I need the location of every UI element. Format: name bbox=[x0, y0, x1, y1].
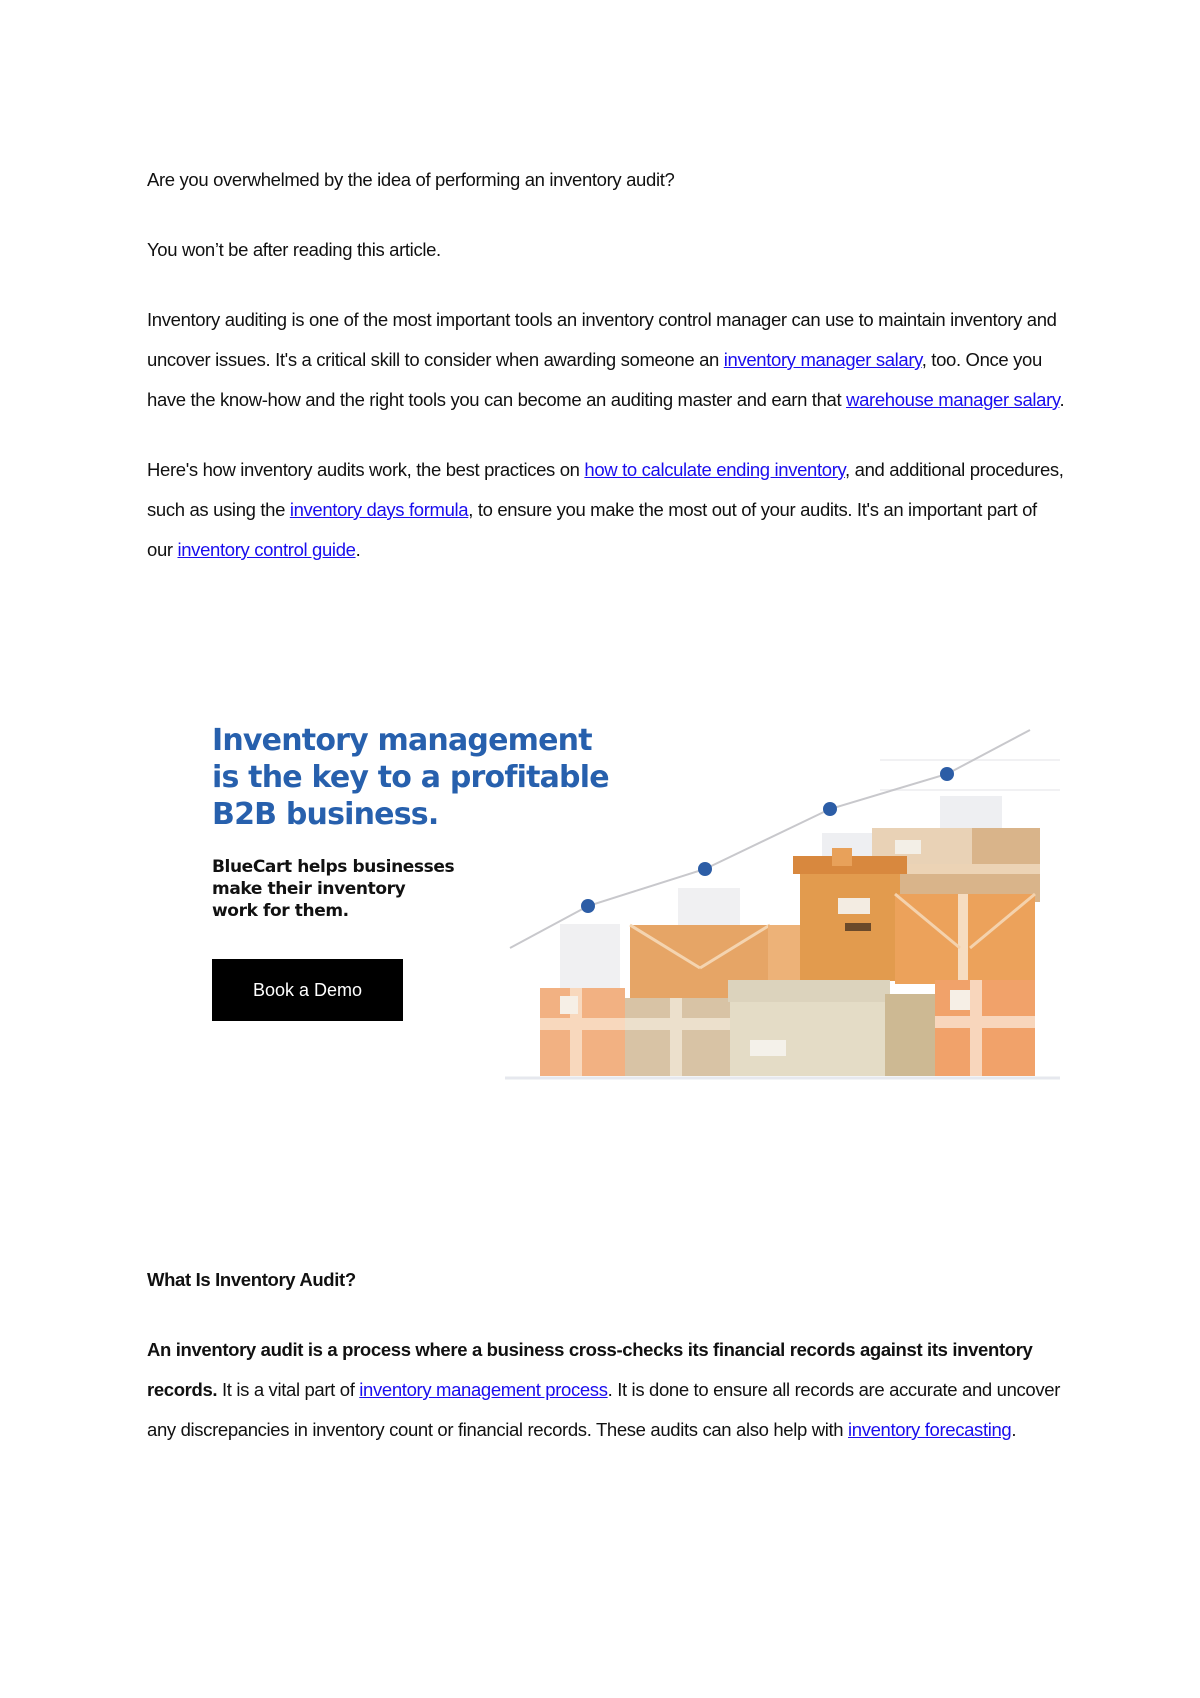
bold-lead: An inventory audit is a process where a business cross-checks its financial records against its inventory records. bbox=[147, 1339, 1033, 1400]
box-tape bbox=[540, 1018, 625, 1030]
text-run: . bbox=[1011, 1419, 1017, 1440]
link-inventory-forecasting[interactable]: inventory forecasting bbox=[848, 1419, 1012, 1440]
link-inventory-control-guide[interactable]: inventory control guide bbox=[177, 539, 356, 560]
banner-title-line: is the key to a profitable bbox=[212, 760, 609, 795]
box-tape bbox=[670, 998, 682, 1076]
banner-title-line: Inventory management bbox=[212, 723, 592, 758]
text-run: , to ensure you make the most out of your audits. It's an important part of our bbox=[147, 499, 1037, 560]
article-intro bbox=[147, 160, 1067, 570]
box-label bbox=[750, 1040, 786, 1056]
link-inventory-days-formula[interactable]: inventory days formula bbox=[289, 499, 469, 520]
box bbox=[540, 988, 625, 1076]
text-run: , too. Once you have the know-how and the right tools you can become an auditing master and earn that bbox=[147, 349, 1042, 410]
section-paragraph bbox=[147, 1330, 1067, 1450]
box bbox=[730, 1002, 885, 1076]
section-heading: What Is Inventory Audit? bbox=[147, 1269, 356, 1290]
intro-paragraph-4 bbox=[147, 450, 1067, 570]
banner-title-line: B2B business. bbox=[212, 797, 439, 832]
text-run: Here's how inventory audits work, the best practices on bbox=[147, 459, 585, 480]
banner-subtitle-line: work for them. bbox=[212, 901, 349, 921]
text-run: Inventory auditing is one of the most important tools an inventory control manager can use to maintain inventory and uncover issues. It's a critical skill to consider when awarding someone an bbox=[147, 309, 1057, 370]
banner-subtitle-line: BlueCart helps businesses bbox=[212, 857, 455, 877]
bluecart-banner[interactable] bbox=[200, 718, 1060, 1088]
banner-subtitle bbox=[212, 856, 512, 922]
box-label bbox=[838, 898, 870, 914]
barcode bbox=[845, 923, 871, 931]
text-run: It is a vital part of bbox=[217, 1379, 360, 1400]
link-calculate-ending-inventory[interactable]: how to calculate ending inventory bbox=[584, 459, 846, 480]
box-tape bbox=[958, 894, 968, 984]
boxes-growth-illustration bbox=[500, 718, 1060, 1088]
intro-paragraph-1: Are you overwhelmed by the idea of performing an inventory audit? bbox=[147, 169, 675, 190]
box-tape bbox=[970, 980, 982, 1076]
box bbox=[885, 994, 935, 1076]
text-run: . bbox=[1059, 389, 1065, 410]
text-run: . bbox=[355, 539, 361, 560]
text-run: , and additional procedures, such as using the bbox=[147, 459, 1064, 520]
section-inventory-audit bbox=[147, 1260, 1067, 1450]
box-tape bbox=[935, 1016, 1035, 1028]
text-run: . It is done to ensure all records are accurate and uncover any discrepancies in inventory count or financial records. These audits can also help with bbox=[147, 1379, 1061, 1440]
box-label bbox=[560, 996, 578, 1014]
box-flap bbox=[832, 848, 852, 866]
intro-paragraph-2: You won’t be after reading this article. bbox=[147, 239, 441, 260]
box-label bbox=[950, 990, 970, 1010]
link-inventory-management-process[interactable]: inventory management process bbox=[359, 1379, 608, 1400]
banner-subtitle-line: make their inventory bbox=[212, 879, 406, 899]
book-demo-button[interactable]: Book a Demo bbox=[212, 959, 403, 1021]
link-warehouse-manager-salary[interactable]: warehouse manager salary bbox=[846, 389, 1060, 410]
intro-paragraph-3 bbox=[147, 300, 1067, 420]
box-label bbox=[895, 840, 921, 854]
box-lid bbox=[728, 980, 890, 1002]
link-inventory-manager-salary[interactable]: inventory manager salary bbox=[723, 349, 922, 370]
